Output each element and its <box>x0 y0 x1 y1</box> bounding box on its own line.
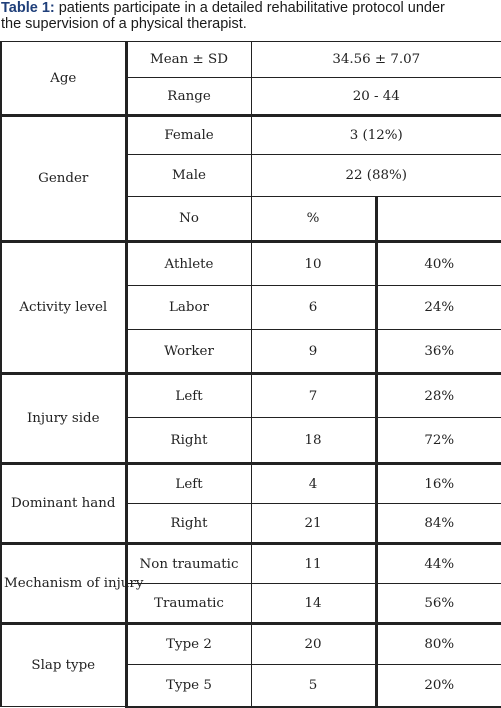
group-label: Mechanism of injury <box>1 544 126 624</box>
count-cell: 7 <box>251 374 376 418</box>
percent-cell: 40% <box>376 242 501 286</box>
value-mean-sd: 34.56 ± 7.07 <box>251 42 501 78</box>
header-no: No <box>126 197 251 242</box>
count-cell: 9 <box>251 330 376 374</box>
percent-cell: 16% <box>376 464 501 504</box>
value-male: 22 (88%) <box>251 155 501 197</box>
row-label: Type 5 <box>126 665 251 707</box>
table-caption <box>1 0 501 32</box>
row-label-range: Range <box>126 78 251 116</box>
count-cell: 10 <box>251 242 376 286</box>
row-label: Athlete <box>126 242 251 286</box>
percent-cell: 20% <box>376 665 501 707</box>
group-label: Injury side <box>1 374 126 464</box>
caption-label: Table 1: <box>1 0 55 16</box>
demographics-table <box>0 41 501 708</box>
count-cell: 4 <box>251 464 376 504</box>
row-label: Labor <box>126 286 251 330</box>
header-empty <box>376 197 501 242</box>
percent-cell: 28% <box>376 374 501 418</box>
percent-cell: 44% <box>376 544 501 584</box>
count-cell: 14 <box>251 584 376 624</box>
caption-text-1: patients participate in a detailed rehabilitative protocol under <box>54 0 445 16</box>
row-label: Right <box>126 418 251 464</box>
row-label: Type 2 <box>126 624 251 665</box>
group-label-gender: Gender <box>1 116 126 242</box>
count-cell: 18 <box>251 418 376 464</box>
row-label: Traumatic <box>126 584 251 624</box>
count-cell: 6 <box>251 286 376 330</box>
caption-line-1 <box>1 0 501 16</box>
percent-cell: 56% <box>376 584 501 624</box>
percent-cell: 36% <box>376 330 501 374</box>
count-cell: 20 <box>251 624 376 665</box>
row-label: Non traumatic <box>126 544 251 584</box>
header-percent: % <box>251 197 376 242</box>
value-female: 3 (12%) <box>251 116 501 155</box>
group-rows <box>1 242 501 707</box>
row-label: Left <box>126 464 251 504</box>
table-row <box>1 624 501 665</box>
percent-cell: 72% <box>376 418 501 464</box>
count-cell: 21 <box>251 504 376 544</box>
row-label: Right <box>126 504 251 544</box>
row-label: Left <box>126 374 251 418</box>
row-label-female: Female <box>126 116 251 155</box>
caption-text-2: the supervision of a physical therapist. <box>1 16 247 32</box>
group-label: Slap type <box>1 624 126 707</box>
group-label-age: Age <box>1 42 126 116</box>
row-label-male: Male <box>126 155 251 197</box>
count-cell: 5 <box>251 665 376 707</box>
table-row <box>1 242 501 286</box>
value-range: 20 - 44 <box>251 78 501 116</box>
percent-cell: 84% <box>376 504 501 544</box>
group-label: Activity level <box>1 242 126 374</box>
table-row <box>1 544 501 584</box>
row-label: Worker <box>126 330 251 374</box>
table-row <box>1 464 501 504</box>
row-label-mean-sd: Mean ± SD <box>126 42 251 78</box>
table-row <box>1 374 501 418</box>
percent-cell: 24% <box>376 286 501 330</box>
group-label: Dominant hand <box>1 464 126 544</box>
percent-cell: 80% <box>376 624 501 665</box>
count-cell: 11 <box>251 544 376 584</box>
